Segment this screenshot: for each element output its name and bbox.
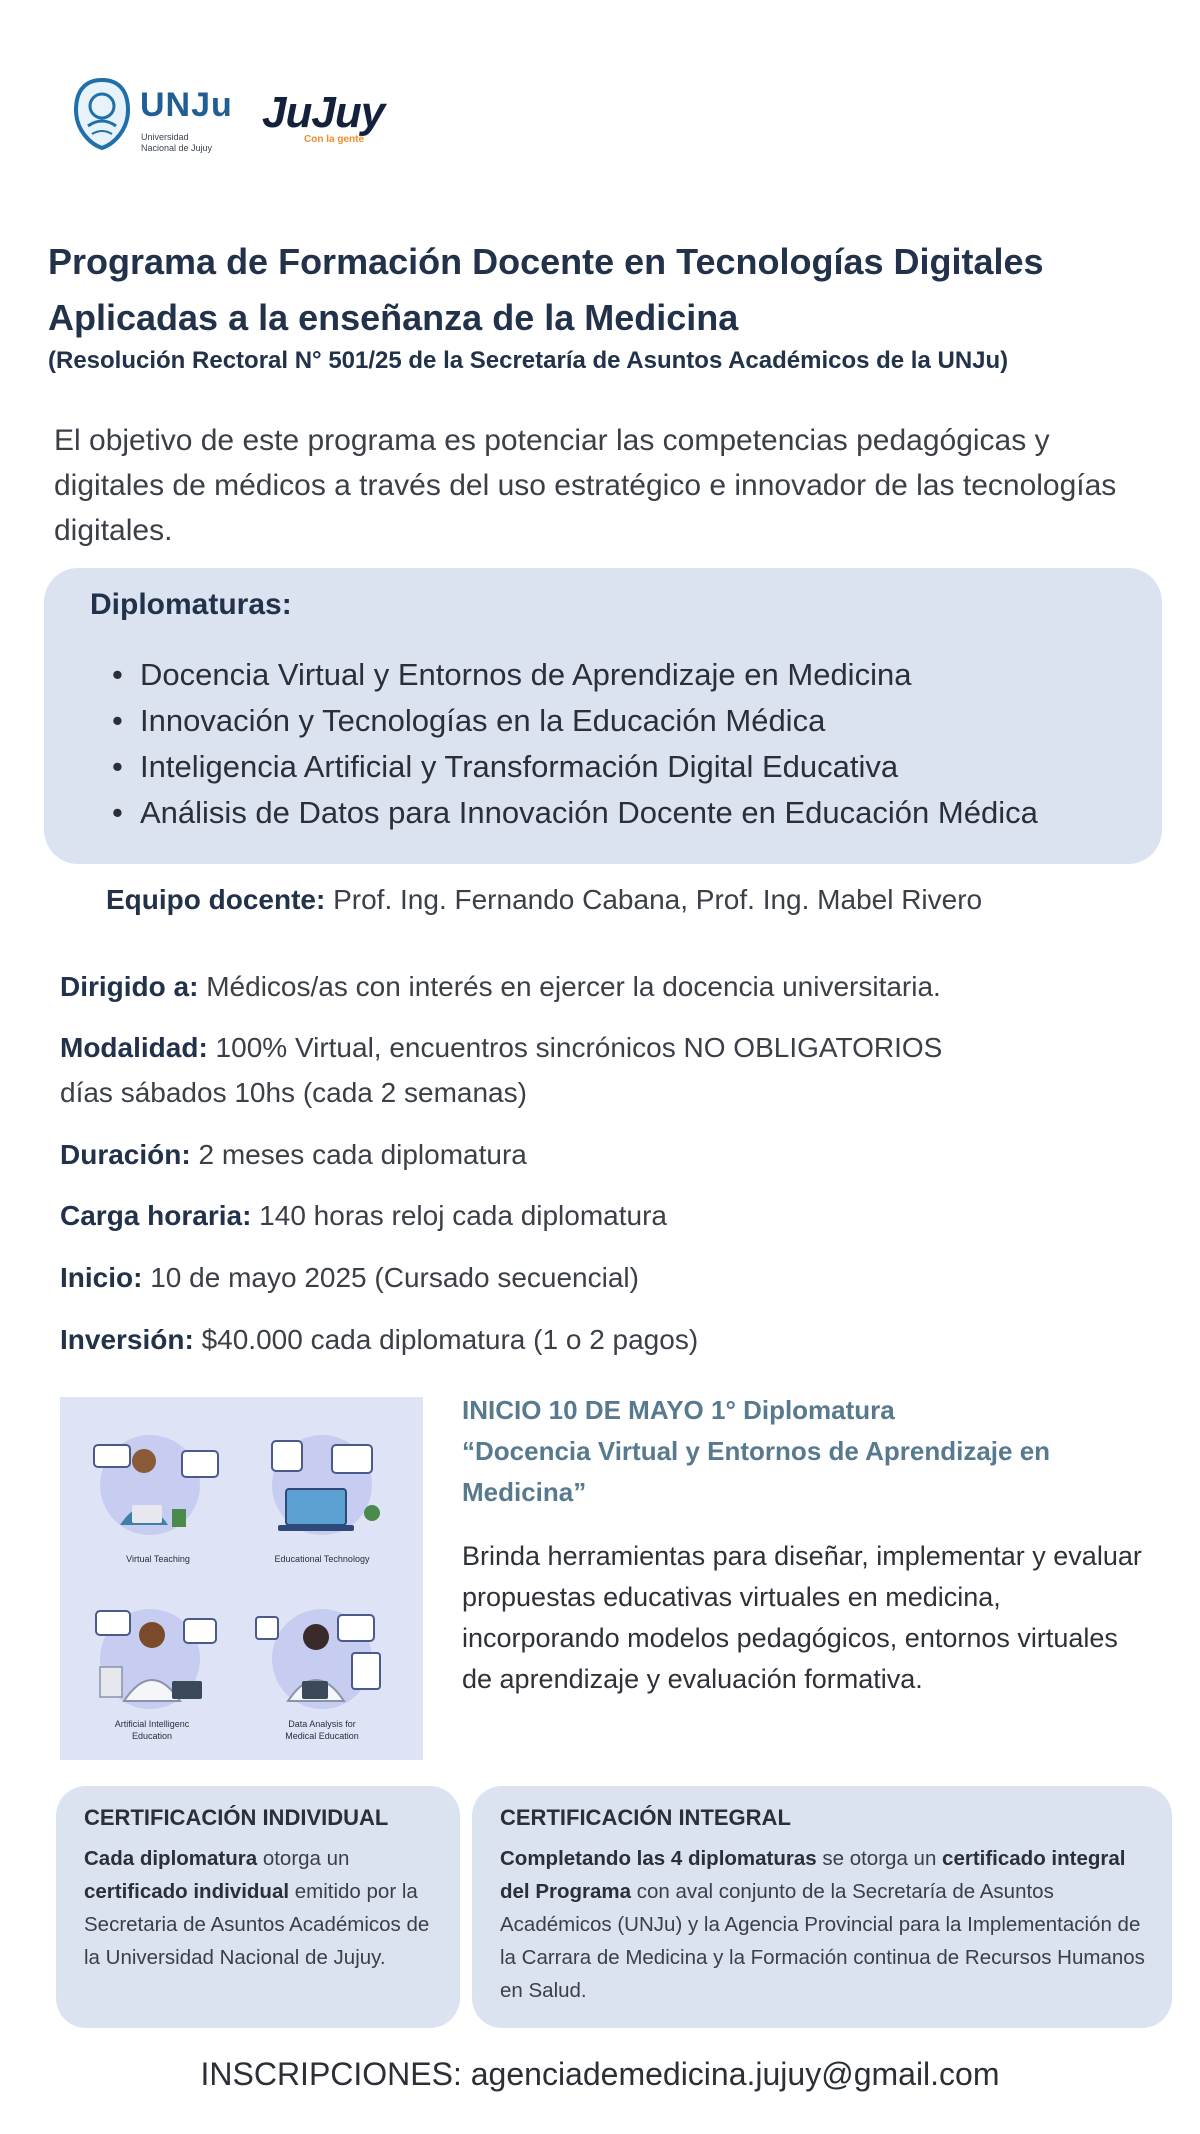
first-diplomatura-description: Brinda herramientas para diseñar, implementar y evaluar propuestas educativas virtuales en medicina, incorporando modelos pedagógicos, entornos virtuales de aprendizaje y evaluación formativa. <box>462 1541 1142 1694</box>
certification-individual-card <box>56 1786 460 2028</box>
detail-label: Modalidad: <box>60 1032 208 1063</box>
detail-inversion <box>60 1317 1160 1362</box>
detail-label: Duración: <box>60 1139 191 1170</box>
first-title-line-1: INICIO 10 DE MAYO 1° Diplomatura <box>462 1395 895 1425</box>
caption-virtual-teaching: Virtual Teaching <box>126 1554 190 1564</box>
unju-logo <box>70 76 233 154</box>
detail-value: Médicos/as con interés en ejercer la docencia universitaria. <box>198 971 941 1002</box>
virtual-teaching-icon <box>94 1435 218 1535</box>
cert-text-2: con aval conjunto de la Secretaría de Asuntos Académicos (UNJu) y la Agencia Provincial para la Implementación de la Carrara de Medicina y la Formación continua de Recursos Humanos en Salud. <box>500 1880 1145 2002</box>
detail-value: 2 meses cada diplomatura <box>190 1139 527 1170</box>
title-line-2: Aplicadas a la enseñanza de la Medicina <box>48 297 739 338</box>
caption-ai-line1: Artificial Intelligenc <box>114 1719 190 1729</box>
list-item: • Docencia Virtual y Entornos de Aprendizaje en Medicina <box>112 652 1152 698</box>
list-item: • Inteligencia Artificial y Transformación Digital Educativa <box>112 744 1152 790</box>
detail-label: Carga horaria: <box>60 1200 252 1231</box>
unju-logo-subtitle: Universidad Nacional de Jujuy <box>141 132 213 153</box>
unju-logo-word: UNJu <box>140 86 233 124</box>
diplomaturas-illustration <box>60 1397 423 1760</box>
jujuy-logo-word: JuJuy <box>262 88 385 137</box>
cert-text-1: otorga un <box>257 1847 350 1870</box>
detail-inicio <box>60 1255 1160 1300</box>
cert-bold-1: Cada diplomatura <box>84 1847 258 1870</box>
detail-dirigido <box>60 964 1160 1009</box>
illustration-graphic <box>60 1397 423 1760</box>
detail-label: Inicio: <box>60 1262 143 1293</box>
page-title <box>48 234 1158 346</box>
jujuy-logo <box>262 88 402 154</box>
list-item: • Análisis de Datos para Innovación Docente en Educación Médica <box>112 790 1152 836</box>
teaching-team <box>106 880 982 920</box>
teaching-team-value: Prof. Ing. Fernando Cabana, Prof. Ing. Mabel Rivero <box>325 884 983 915</box>
first-title-line-2: “Docencia Virtual y Entornos de Aprendizaje en <box>462 1436 1051 1466</box>
resolution-note: (Resolución Rectoral N° 501/25 de la Secretaría de Asuntos Académicos de la UNJu) <box>48 347 1009 374</box>
registration-contact: INSCRIPCIONES: agenciademedicina.jujuy@gmail.com <box>200 2056 1000 2092</box>
cert-bold-2: certificado individual <box>84 1880 290 1903</box>
artificial-intelligence-icon <box>96 1609 216 1709</box>
detail-value: 140 horas reloj cada diplomatura <box>251 1200 667 1231</box>
detail-label: Inversión: <box>60 1324 194 1355</box>
detail-label: Dirigido a: <box>60 971 199 1002</box>
detail-value: 10 de mayo 2025 (Cursado secuencial) <box>142 1262 639 1293</box>
caption-data-line2: Medical Education <box>285 1731 359 1741</box>
first-diplomatura-title <box>462 1390 1162 1513</box>
cert-bold-1: Completando las 4 diplomaturas <box>500 1847 817 1870</box>
title-line-1: Programa de Formación Docente en Tecnologías Digitales <box>48 241 1044 282</box>
detail-value: 100% Virtual, encuentros sincrónicos NO OBLIGATORIOS <box>207 1032 943 1063</box>
detail-duracion <box>60 1132 1160 1177</box>
diplomaturas-heading: Diplomaturas: <box>90 588 292 621</box>
detail-value: $40.000 cada diplomatura (1 o 2 pagos) <box>193 1324 699 1355</box>
cert-text-1: se otorga un <box>816 1847 943 1870</box>
certification-integral-text <box>500 1842 1150 2007</box>
data-analysis-icon <box>256 1609 380 1709</box>
detail-carga-horaria <box>60 1193 1160 1238</box>
certification-integral-card <box>472 1786 1172 2028</box>
caption-educational-technology: Educational Technology <box>274 1554 370 1564</box>
cert-text-2: emitido por la Secretaria de Asuntos Académicos de la Universidad Nacional de Jujuy. <box>84 1880 430 1969</box>
educational-technology-icon <box>272 1435 380 1535</box>
first-title-line-3: Medicina” <box>462 1477 587 1507</box>
list-item: • Innovación y Tecnologías en la Educación Médica <box>112 698 1152 744</box>
certification-individual-heading: CERTIFICACIÓN INDIVIDUAL <box>84 1805 389 1830</box>
diplomaturas-list <box>112 652 1152 836</box>
caption-data-line1: Data Analysis for <box>288 1719 356 1729</box>
jujuy-logo-tagline: Con la gente <box>304 134 365 145</box>
objective-paragraph: El objetivo de este programa es potenciar las competencias pedagógicas y digitales de médicos a través del uso estratégico e innovador de las tecnologías digitales. <box>54 424 1117 547</box>
teaching-team-label: Equipo docente: <box>106 884 326 915</box>
unju-seal-icon <box>70 76 134 152</box>
cert-bold-2: certificado integral del Programa <box>500 1847 1126 1903</box>
detail-modalidad <box>60 1025 1160 1115</box>
certification-integral-heading: CERTIFICACIÓN INTEGRAL <box>500 1805 791 1830</box>
caption-ai-line2: Education <box>131 1731 173 1741</box>
detail-value-line2: días sábados 10hs (cada 2 semanas) <box>60 1077 527 1108</box>
certification-individual-text <box>84 1842 444 1974</box>
